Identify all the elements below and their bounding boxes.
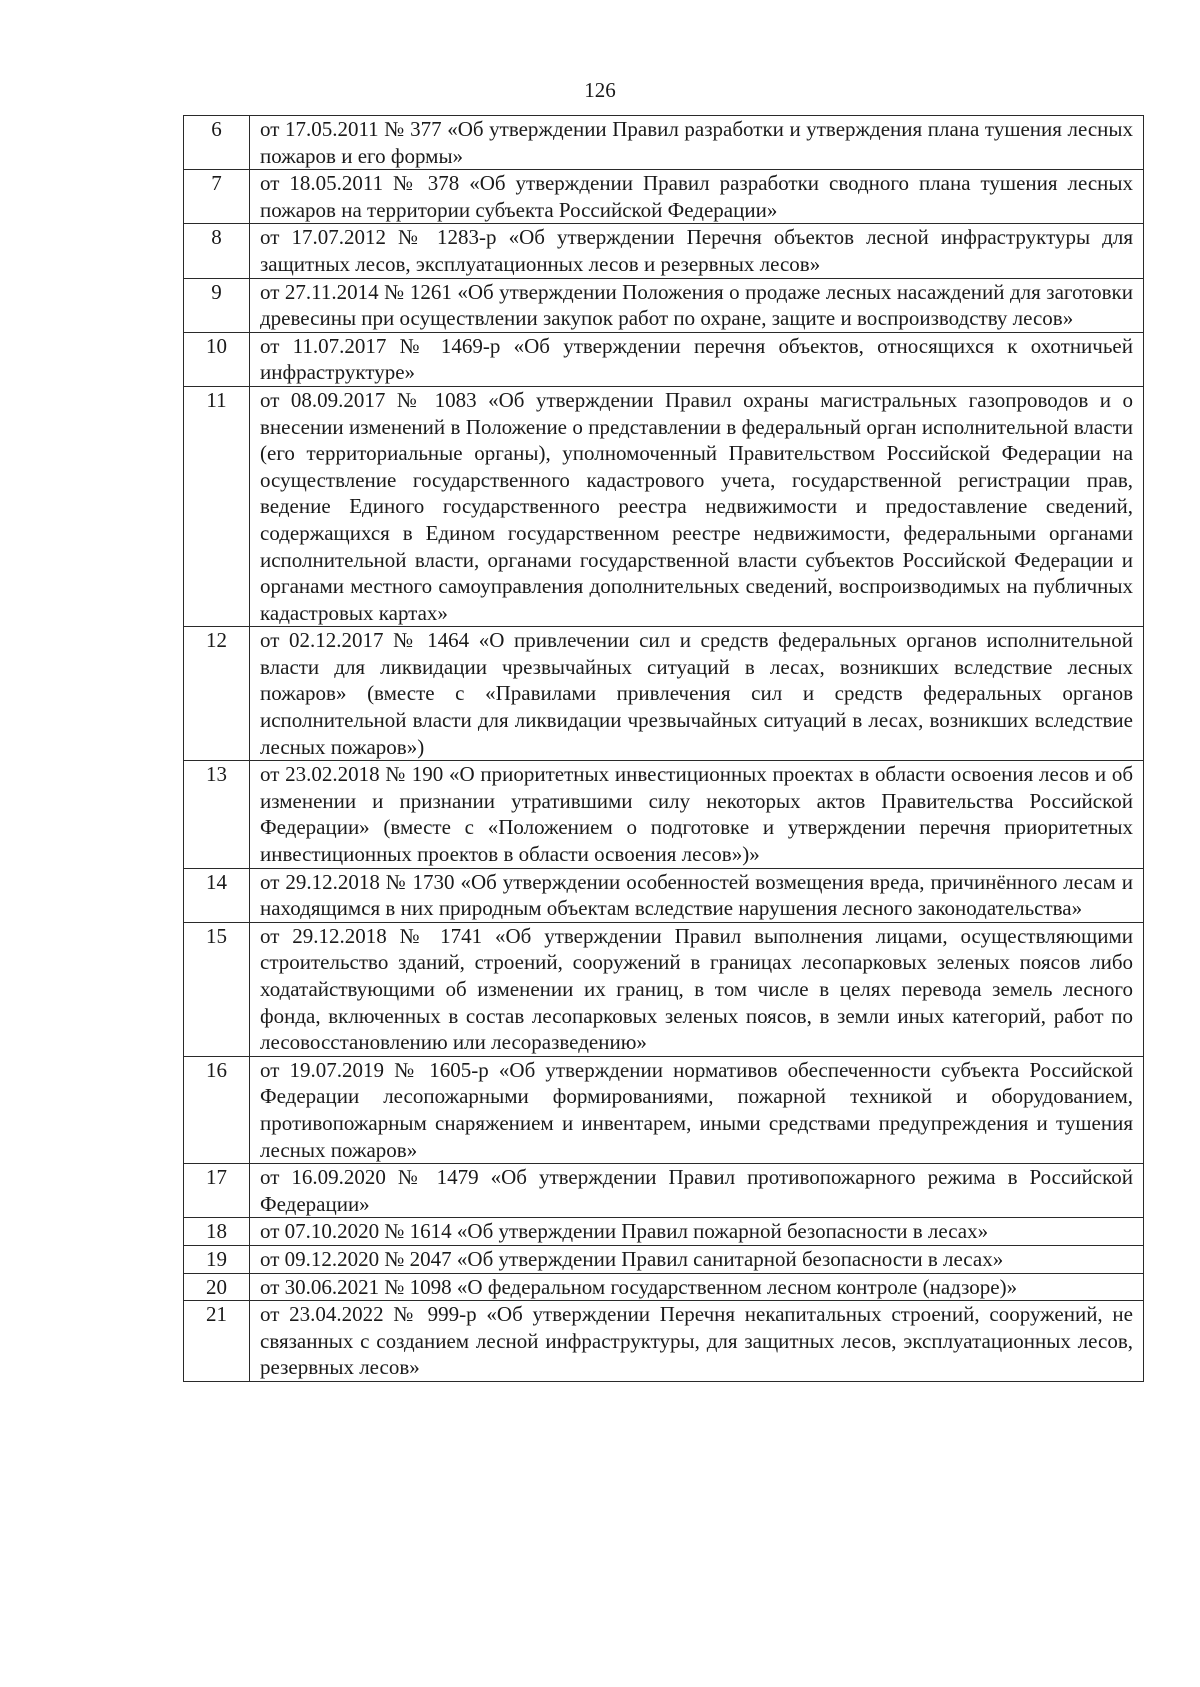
row-number: 14	[184, 868, 250, 922]
act-description: от 07.10.2020 № 1614 «Об утверждении Правил пожарной безопасности в лесах»	[250, 1218, 1144, 1246]
act-description: от 09.12.2020 № 2047 «Об утверждении Правил санитарной безопасности в лесах»	[250, 1245, 1144, 1273]
row-number: 17	[184, 1164, 250, 1218]
table-row	[184, 922, 1144, 1056]
row-number: 11	[184, 386, 250, 626]
row-number: 21	[184, 1301, 250, 1382]
act-description: от 08.09.2017 № 1083 «Об утверждении Правил охраны магистральных газопроводов и о внесении изменений в Положение о представлении в федеральный орган исполнительной власти (его территориальные органы), уполномоченный Правительством Российской Федерации на осуществление государственного кадастрового учета, государственной регистрации прав, ведение Единого государственного реестра недвижимости и предоставление сведений, содержащихся в Едином государственном реестре недвижимости, федеральными органами исполнительной власти, органами государственной власти субъектов Российской Федерации и органами местного самоуправления дополнительных сведений, воспроизводимых на публичных кадастровых картах»	[250, 386, 1144, 626]
table-row	[184, 1245, 1144, 1273]
act-description: от 16.09.2020 № 1479 «Об утверждении Правил противопожарного режима в Российской Федерации»	[250, 1164, 1144, 1218]
act-description: от 11.07.2017 № 1469-р «Об утверждении перечня объектов, относящихся к охотничьей инфраструктуре»	[250, 332, 1144, 386]
table-row	[184, 1218, 1144, 1246]
act-description: от 23.04.2022 № 999-р «Об утверждении Перечня некапитальных строений, сооружений, не связанных с созданием лесной инфраструктуры, для защитных лесов, эксплуатационных лесов, резервных лесов»	[250, 1301, 1144, 1382]
act-description: от 19.07.2019 № 1605-р «Об утверждении нормативов обеспеченности субъекта Российской Федерации лесопожарными формированиями, пожарной техникой и оборудованием, противопожарным снаряжением и инвентарем, иными средствами предупреждения и тушения лесных пожаров»	[250, 1056, 1144, 1163]
table-row	[184, 224, 1144, 278]
act-description: от 17.05.2011 № 377 «Об утверждении Правил разработки и утверждения плана тушения лесных пожаров и его формы»	[250, 116, 1144, 170]
row-number: 20	[184, 1273, 250, 1301]
table-row	[184, 1056, 1144, 1163]
act-description: от 27.11.2014 № 1261 «Об утверждении Положения о продаже лесных насаждений для заготовки древесины при осуществлении закупок работ по охране, защите и воспроизводству лесов»	[250, 278, 1144, 332]
row-number: 13	[184, 761, 250, 868]
table-row	[184, 1301, 1144, 1382]
row-number: 6	[184, 116, 250, 170]
legal-acts-table	[183, 115, 1144, 1382]
table-row	[184, 170, 1144, 224]
row-number: 19	[184, 1245, 250, 1273]
table-row	[184, 761, 1144, 868]
table-row	[184, 278, 1144, 332]
act-description: от 02.12.2017 № 1464 «О привлечении сил и средств федеральных органов исполнительной власти для ликвидации чрезвычайных ситуаций в лесах, возникших вследствие лесных пожаров» (вместе с «Правилами привлечения сил и средств федеральных органов исполнительной власти для ликвидации чрезвычайных ситуаций в лесах, возникших вследствие лесных пожаров»)	[250, 627, 1144, 761]
page-number: 126	[584, 78, 616, 102]
table-row	[184, 332, 1144, 386]
act-description: от 29.12.2018 № 1730 «Об утверждении особенностей возмещения вреда, причинённого лесам и находящимся в них природным объектам вследствие нарушения лесного законодательства»	[250, 868, 1144, 922]
table-row	[184, 627, 1144, 761]
act-description: от 18.05.2011 № 378 «Об утверждении Правил разработки сводного плана тушения лесных пожаров на территории субъекта Российской Федерации»	[250, 170, 1144, 224]
table-row	[184, 386, 1144, 626]
row-number: 7	[184, 170, 250, 224]
table-row	[184, 1164, 1144, 1218]
row-number: 12	[184, 627, 250, 761]
row-number: 16	[184, 1056, 250, 1163]
table-row	[184, 116, 1144, 170]
act-description: от 29.12.2018 № 1741 «Об утверждении Правил выполнения лицами, осуществляющими строительство зданий, строений, сооружений в границах лесопарковых зеленых поясов либо ходатайствующими об изменении их границ, в том числе в целях перевода земель лесного фонда, включенных в состав лесопарковых зеленых поясов, в земли иных категорий, работ по лесовосстановлению или лесоразведению»	[250, 922, 1144, 1056]
row-number: 18	[184, 1218, 250, 1246]
act-description: от 30.06.2021 № 1098 «О федеральном государственном лесном контроле (надзоре)»	[250, 1273, 1144, 1301]
table-row	[184, 1273, 1144, 1301]
row-number: 9	[184, 278, 250, 332]
table-row	[184, 868, 1144, 922]
row-number: 15	[184, 922, 250, 1056]
act-description: от 17.07.2012 № 1283-р «Об утверждении Перечня объектов лесной инфраструктуры для защитных лесов, эксплуатационных лесов и резервных лесов»	[250, 224, 1144, 278]
act-description: от 23.02.2018 № 190 «О приоритетных инвестиционных проектах в области освоения лесов и об изменении и признании утратившими силу некоторых актов Правительства Российской Федерации» (вместе с «Положением о подготовке и утверждении перечня приоритетных инвестиционных проектов в области освоения лесов»)»	[250, 761, 1144, 868]
row-number: 10	[184, 332, 250, 386]
row-number: 8	[184, 224, 250, 278]
